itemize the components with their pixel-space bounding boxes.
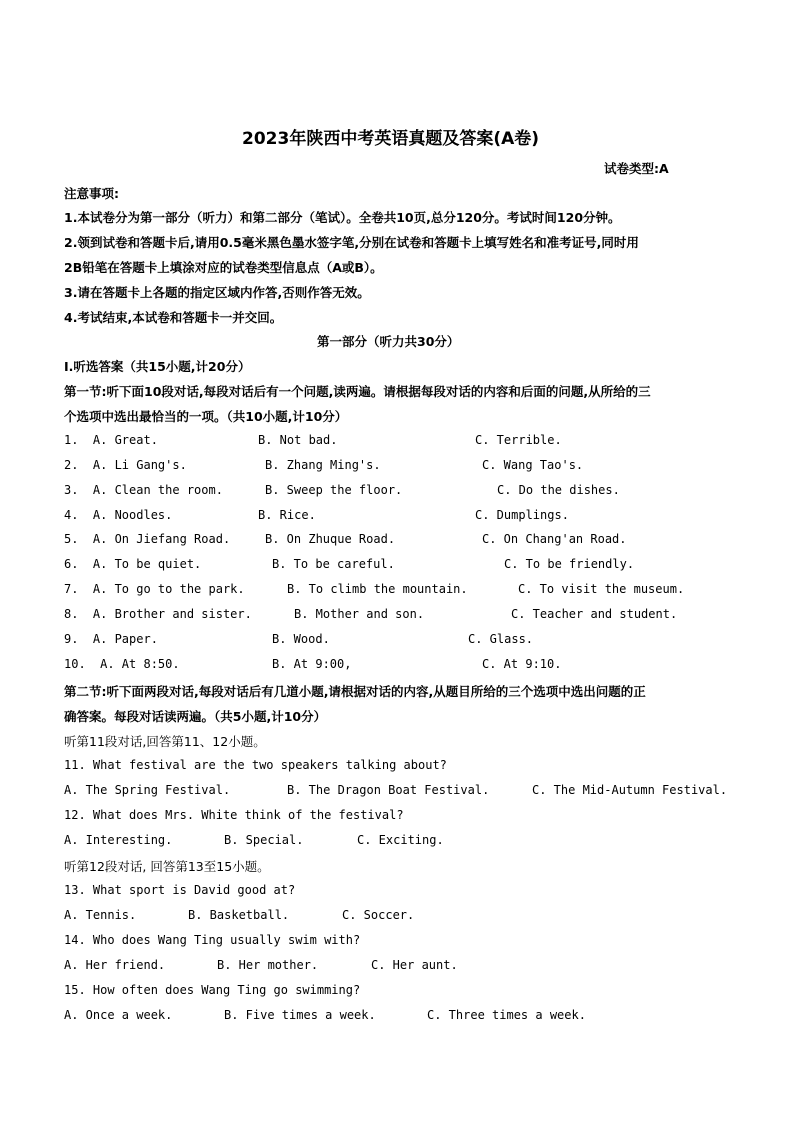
question-option: 10. A. At 8:50. [64,657,180,671]
section-heading: I.听选答案（共15小题,计20分） [64,359,251,374]
note-line: 1.本试卷分为第一部分（听力）和第二部分（笔试）。全卷共10页,总分120分。考试时间120分钟。 [64,210,621,225]
notes-heading: 注意事项: [64,186,119,201]
question-option: C. Her aunt. [371,958,458,972]
question-text: 14. Who does Wang Ting usually swim with? [64,933,361,947]
question-text: 13. What sport is David good at? [64,883,296,897]
question-option: C. Exciting. [357,833,444,847]
question-option: 1. A. Great. [64,433,158,447]
question-option: B. Rice. [258,508,316,522]
note-line: 3.请在答题卡上各题的指定区域内作答,否则作答无效。 [64,285,370,300]
part1-heading: 第一部分（听力共30分） [317,334,460,349]
question-option: 8. A. Brother and sister. [64,607,252,621]
note-line: 2B铅笔在答题卡上填涂对应的试卷类型信息点（A或B）。 [64,260,383,275]
question-option: A. Her friend. [64,958,166,972]
question-option: B. Sweep the floor. [265,483,403,497]
section-instruction: 确答案。每段对话读两遍。（共5小题,计10分） [64,709,327,724]
dialog-instruction: 听第11段对话,回答第11、12小题。 [64,734,266,749]
question-option: 5. A. On Jiefang Road. [64,532,231,546]
question-option: C. Terrible. [475,433,562,447]
note-line: 4.考试结束,本试卷和答题卡一并交回。 [64,310,283,325]
section-instruction: 个选项中选出最恰当的一项。（共10小题,计10分） [64,409,348,424]
dialog-instruction: 听第12段对话, 回答第13至15小题。 [64,859,270,874]
question-option: B. Wood. [272,632,330,646]
question-option: B. Five times a week. [224,1008,376,1022]
question-option: A. Once a week. [64,1008,173,1022]
question-option: C. Wang Tao's. [482,458,584,472]
question-option: 9. A. Paper. [64,632,158,646]
question-option: B. At 9:00, [272,657,352,671]
question-option: C. To visit the museum. [518,582,685,596]
question-option: B. On Zhuque Road. [265,532,396,546]
question-text: 12. What does Mrs. White think of the festival? [64,808,404,822]
question-option: 3. A. Clean the room. [64,483,223,497]
question-option: C. Three times a week. [427,1008,586,1022]
question-option: C. On Chang'an Road. [482,532,627,546]
question-option: C. Glass. [468,632,534,646]
question-option: C. Do the dishes. [497,483,620,497]
paper-type-label: 试卷类型:A [604,161,669,176]
question-option: 6. A. To be quiet. [64,557,202,571]
question-option: B. To be careful. [272,557,395,571]
question-option: B. To climb the mountain. [287,582,468,596]
question-option: B. Not bad. [258,433,338,447]
question-option: B. Mother and son. [294,607,425,621]
question-option: C. Teacher and student. [511,607,678,621]
question-option: C. The Mid-Autumn Festival. [532,783,728,797]
question-text: 15. How often does Wang Ting go swimming? [64,983,361,997]
question-option: 7. A. To go to the park. [64,582,245,596]
question-option: B. Her mother. [217,958,319,972]
question-option: A. The Spring Festival. [64,783,231,797]
question-option: C. To be friendly. [504,557,635,571]
question-text: 11. What festival are the two speakers talking about? [64,758,447,772]
question-option: C. Soccer. [342,908,415,922]
question-option: 2. A. Li Gang's. [64,458,187,472]
question-option: B. Basketball. [188,908,290,922]
note-line: 2.领到试卷和答题卡后,请用0.5毫米黑色墨水签字笔,分别在试卷和答题卡上填写姓名和准考证号,同时用 [64,235,639,250]
question-option: C. Dumplings. [475,508,569,522]
question-option: A. Tennis. [64,908,137,922]
question-option: B. Zhang Ming's. [265,458,381,472]
question-option: B. The Dragon Boat Festival. [287,783,490,797]
question-option: A. Interesting. [64,833,173,847]
page-title: 2023年陕西中考英语真题及答案(A卷) [242,129,540,149]
section-instruction: 第二节:听下面两段对话,每段对话后有几道小题,请根据对话的内容,从题目所给的三个选项中选出问题的正 [64,684,646,699]
question-option: 4. A. Noodles. [64,508,173,522]
question-option: C. At 9:10. [482,657,562,671]
section-instruction: 第一节:听下面10段对话,每段对话后有一个问题,读两遍。请根据每段对话的内容和后面的问题,从所给的三 [64,384,651,399]
question-option: B. Special. [224,833,304,847]
